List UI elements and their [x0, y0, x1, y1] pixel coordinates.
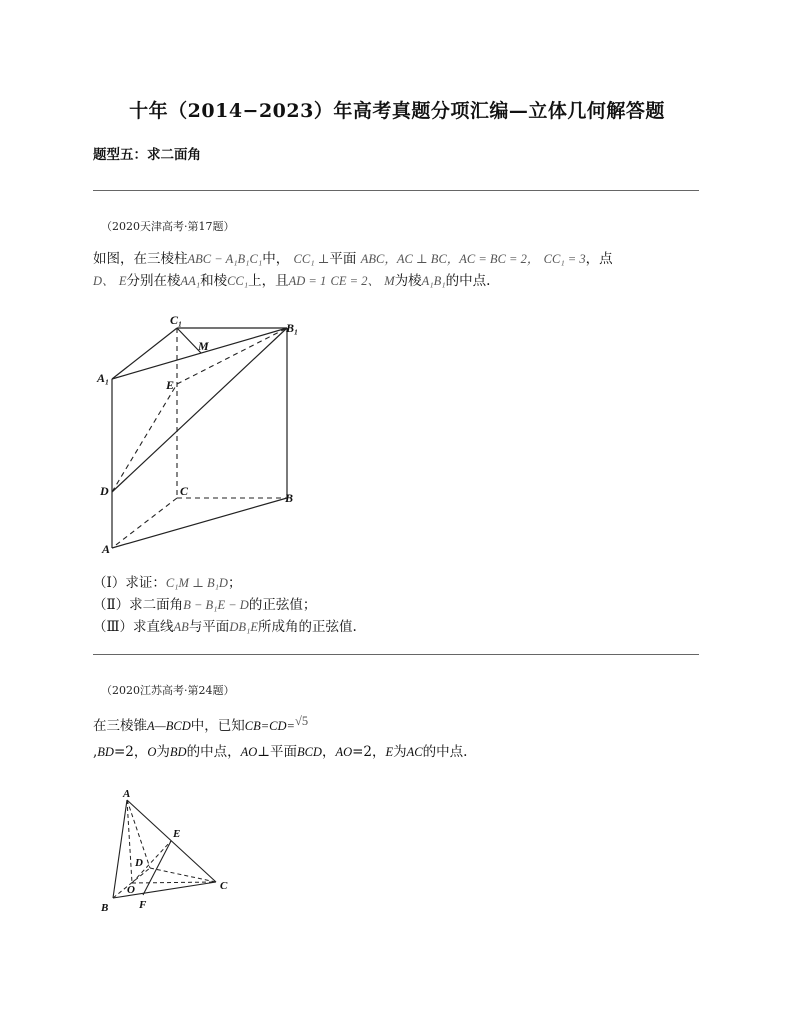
segment-de-hidden — [112, 384, 177, 492]
math-cc1-length: CC₁ = 3 — [543, 252, 586, 266]
math-ab: AB — [173, 620, 189, 634]
problem1-q2 — [93, 594, 316, 616]
edge-ab — [112, 498, 287, 548]
text: 平面 — [329, 251, 357, 267]
problem2-line1 — [93, 715, 308, 737]
math-bd: BD — [97, 745, 114, 759]
text: 的中点. — [445, 273, 491, 289]
text: 的中点， — [186, 744, 241, 760]
problem2-line2 — [93, 741, 467, 763]
text: =2， — [352, 744, 386, 760]
label-a1: A₁ — [97, 371, 110, 385]
edge-ab — [113, 800, 127, 898]
math-m: M — [384, 274, 395, 288]
math-bd: BD — [169, 745, 187, 759]
math-sqrt5: √5 — [294, 714, 309, 728]
text: （Ⅰ）求证： — [93, 575, 166, 591]
text: 中，已知 — [190, 718, 245, 734]
math-aa1: AA₁ — [180, 274, 201, 288]
label-m: M — [198, 339, 209, 353]
text: 为 — [393, 744, 407, 760]
prism-figure — [90, 300, 320, 565]
edge-dc-hidden — [150, 868, 216, 882]
math-bcd: BCD — [296, 745, 322, 759]
label-b: B — [101, 902, 109, 914]
math-ac: AC — [406, 745, 423, 759]
math-cc1: CC₁ — [227, 274, 249, 288]
divider-middle — [93, 654, 699, 655]
math-ao: AO — [335, 745, 353, 759]
text: , — [93, 744, 98, 760]
math-conditions: ABC，AC ⊥ BC，AC = BC = 2， — [360, 252, 540, 266]
problem1-q3 — [93, 616, 357, 638]
label-o: O — [127, 884, 135, 896]
label-b: B — [285, 491, 294, 505]
text: （Ⅱ）求二面角 — [93, 597, 184, 613]
text: 与平面 — [188, 619, 230, 635]
text: 和棱 — [200, 273, 228, 289]
text: （Ⅲ）求直线 — [93, 619, 174, 635]
text: 上，且 — [248, 273, 289, 289]
text: 的中点. — [422, 744, 468, 760]
text: ⊥平面 — [257, 744, 297, 760]
label-d: D — [100, 484, 109, 498]
edge-a1b1 — [112, 328, 287, 379]
label-d: D — [135, 857, 143, 869]
text: ， — [321, 744, 336, 760]
problem1-line2 — [93, 270, 490, 292]
math-pyramid: A—BCD — [147, 719, 191, 733]
math-ad: AD = 1 — [288, 274, 327, 288]
math-cc1-perp: CC₁ ⊥ — [293, 252, 330, 266]
math-dihedral: B − B₁E − D — [183, 598, 249, 612]
label-c: C — [180, 484, 189, 498]
segment-eb1-hidden — [177, 328, 287, 384]
edge-a1c1 — [112, 328, 177, 379]
math-o: O — [147, 745, 157, 759]
label-a: A — [123, 788, 131, 800]
problem1-source: （2020天津高考·第17题） — [101, 220, 235, 233]
page-title: 十年（2014−2023）年高考真题分项汇编—立体几何解答题 — [129, 100, 665, 122]
text: 为 — [156, 744, 170, 760]
text: 分别在棱 — [126, 273, 181, 289]
math-ao: AO — [240, 745, 258, 759]
problem1-q1 — [93, 572, 241, 594]
problem2-source: （2020江苏高考·第24题） — [101, 684, 235, 697]
segment-ef — [143, 841, 171, 895]
math-c1m-b1d: C₁M ⊥ B₁D — [165, 576, 228, 590]
label-b1: B₁ — [286, 321, 299, 335]
label-c1: C₁ — [170, 313, 183, 327]
math-d: D、 — [93, 274, 115, 288]
math-prism: ABC − A₁B₁C₁ — [187, 252, 263, 266]
text: 在三棱锥 — [93, 718, 147, 734]
pyramid-figure — [95, 780, 245, 920]
edge-ca-hidden — [112, 498, 177, 548]
math-cb-cd: CB=CD= — [244, 719, 295, 733]
label-a: A — [102, 542, 111, 556]
section-heading: 题型五：求二面角 — [93, 147, 201, 163]
label-e: E — [173, 828, 181, 840]
segment-ao-hidden — [127, 800, 132, 883]
math-db1e: DB₁E — [229, 620, 258, 634]
label-f: F — [139, 899, 147, 911]
text: 的正弦值； — [248, 597, 317, 613]
text: 中， — [262, 251, 290, 267]
math-ce: CE = 2、 — [330, 274, 380, 288]
text: 所成角的正弦值. — [257, 619, 357, 635]
text: 如图，在三棱柱 — [93, 251, 188, 267]
text: 为棱 — [394, 273, 422, 289]
problem1-line1 — [93, 248, 613, 270]
divider-top — [93, 190, 699, 191]
text: =2， — [113, 744, 148, 760]
label-c: C — [220, 880, 228, 892]
text: ，点 — [585, 251, 613, 267]
math-e: E — [385, 745, 394, 759]
text: ； — [227, 575, 242, 591]
segment-oc-hidden — [132, 882, 216, 883]
label-e: E — [166, 378, 175, 392]
math-a1b1: A₁B₁ — [421, 274, 446, 288]
math-e: E — [118, 274, 127, 288]
